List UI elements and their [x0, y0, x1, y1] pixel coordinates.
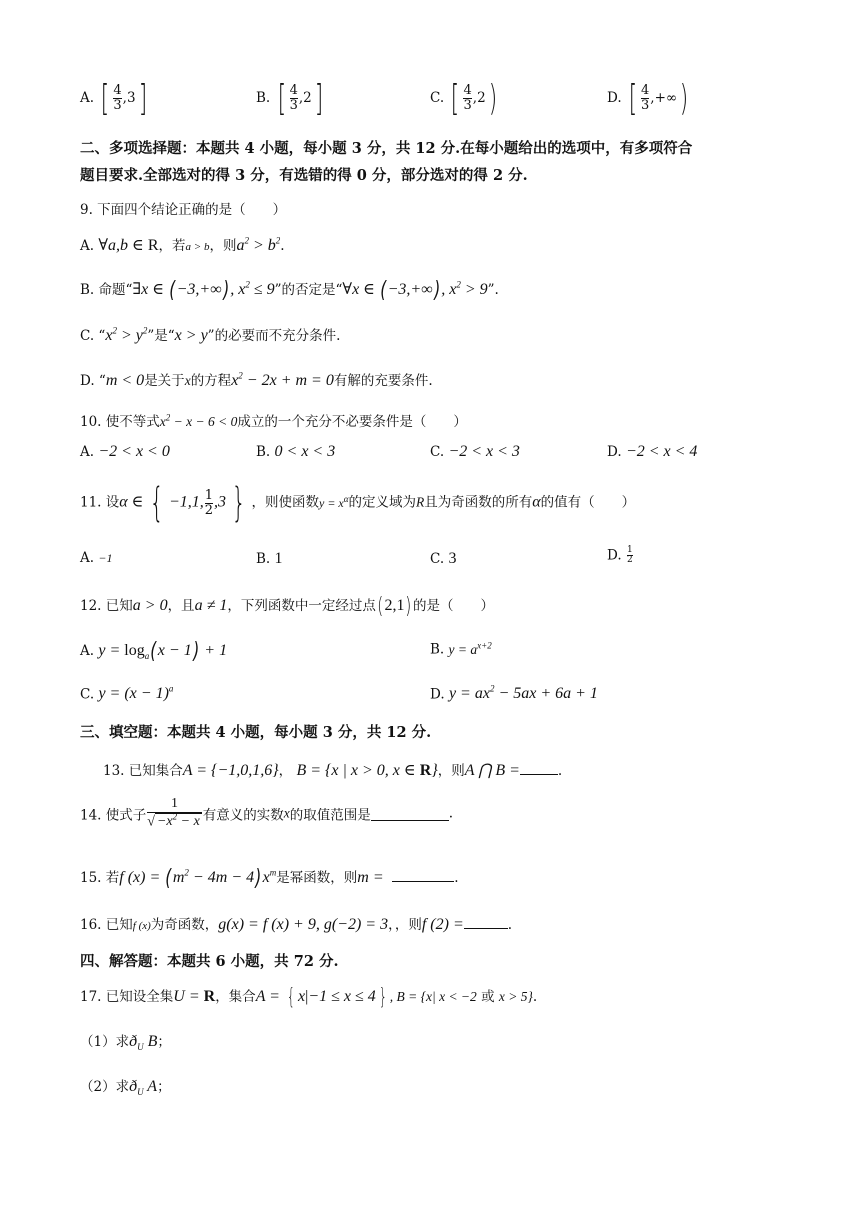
- q9-option-a: A. ∀a,b ∈ R，若a > b，则$a^2 > b^2$.: [80, 235, 285, 254]
- q13: 13. 已知集合A = {−1,0,1,6}， B = {x | x > 0, x ∈ R}，则A ⋂ B = .: [103, 762, 563, 779]
- q12-option-b: B. $y = a^{x+2}$: [430, 640, 492, 658]
- q15-answer-blank: [392, 868, 454, 882]
- q10-option-d: D. −2 < x < 4: [607, 443, 698, 460]
- q10-option-b: B. 0 < x < 3: [256, 443, 336, 460]
- section2-heading-line2: 题目要求.全部选对的得 3 分，有选错的得 0 分，部分选对的得 2 分.: [80, 167, 528, 184]
- q13-answer-blank: [520, 761, 558, 775]
- q16: 16. 已知f (x)为奇函数，g(x) = f (x) + 9, g(−2) = 3，，则f (2) = .: [80, 916, 513, 933]
- q14-answer-blank: [371, 807, 449, 821]
- q12-option-d: D. $y = ax^2 - 5ax + 6a + 1$: [430, 684, 598, 703]
- q8-option-a: A. [ $\frac{4}{3}$ ,3]: [80, 78, 147, 119]
- q17-stem: 17. 已知设全集U = R，集合A = { x|−1 ≤ x ≤ 4 } , B = {x| x < −2 或 x > 5}.: [80, 985, 538, 1010]
- section3-heading: 三、填空题：本题共 4 小题，每小题 3 分，共 12 分.: [80, 724, 432, 741]
- q17-part2: （2）求$ð_U$ A；: [80, 1078, 171, 1098]
- section4-heading: 四、解答题：本题共 6 小题，共 72 分.: [80, 953, 339, 970]
- q12-option-a: A. $y = \log_a(x - 1) + 1$: [80, 639, 228, 664]
- q17-part1: （1）求$ð_U$ B；: [80, 1033, 171, 1053]
- q16-answer-blank: [464, 915, 508, 929]
- q8-option-b: B. [ $\frac{4}{3}$ ,2]: [256, 78, 323, 119]
- q9-stem: 9. 下面四个结论正确的是（ ）: [80, 202, 287, 218]
- q8-option-d: D. [ $\frac{4}{3}$ ,+∞): [607, 78, 689, 119]
- q10-option-c: C. −2 < x < 3: [430, 443, 520, 460]
- q14: 14. 使式子 $\frac{1}{√ -x^2 - x}$ 有意义的实数x的取值范围是 .: [80, 796, 454, 830]
- q11-option-c: C. 3: [430, 550, 457, 567]
- q9-option-c: C. “$x^2 > y^2$”是“x > y”的必要而不充分条件.: [80, 325, 341, 344]
- q11-option-a: A. −1: [80, 550, 113, 566]
- q12-option-c: C. $y = (x - 1)^a$: [80, 684, 174, 703]
- q11-stem: 11. 设α ∈ { −1,1, $\frac{1}{2}$ ,3 } ，则使函数$y = x^\alpha$的定义域为R且为奇函数的所有α的值有（ ）: [80, 480, 636, 526]
- q9-option-b: B. 命题“∃x ∈ (−3,+∞), $x^2 \le 9$”的否定是“∀x ∈ (−3,+∞), $x^2 > 9$”.: [80, 278, 499, 303]
- q10-stem: 10. 使不等式$x^2 - x - 6 < 0$成立的一个充分不必要条件是（ ）: [80, 412, 467, 430]
- q11-option-d: D. $\frac{1}{2}$: [607, 545, 633, 566]
- q9-option-d: D. “m < 0是关于x的方程$x^2 - 2x + m = 0$有解的充要条件.: [80, 370, 433, 389]
- section2-heading-line1: 二、多项选择题：本题共 4 小题，每小题 3 分，共 12 分.在每小题给出的选项中，有多项符合: [80, 140, 693, 157]
- q12-stem: 12. 已知a > 0，且a ≠ 1，下列函数中一定经过点(2,1)的是（ ）: [80, 594, 495, 619]
- q15: 15. 若f $(x) = (m^2 - 4m - 4)x^m$是幂函数，则m = .: [80, 866, 459, 891]
- q8-option-c: C. [ $\frac{4}{3}$ ,2): [430, 78, 497, 119]
- q11-option-b: B. 1: [256, 550, 283, 567]
- q10-option-a: A. −2 < x < 0: [80, 443, 170, 460]
